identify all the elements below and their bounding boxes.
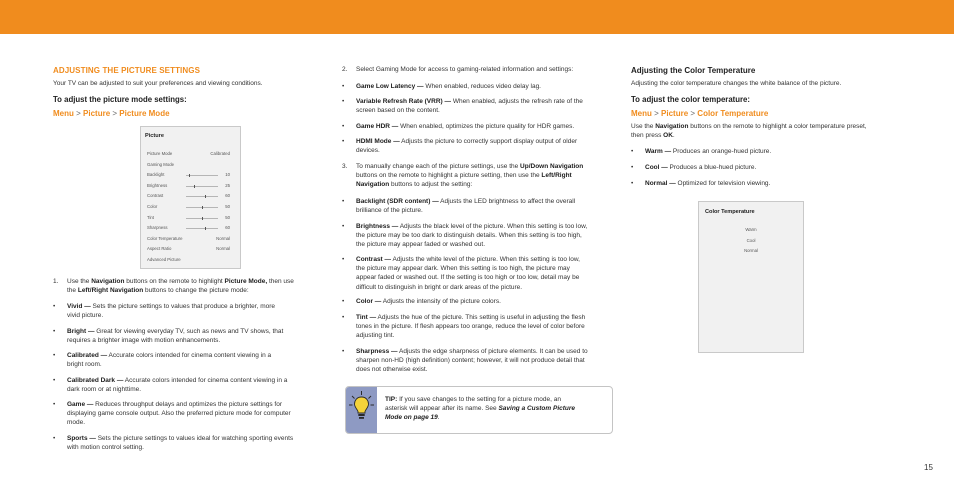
bullet-dot: •: [53, 377, 56, 384]
slider-knob: [205, 195, 206, 198]
bullet-text: Sets the picture settings to values ideal for watching sporting events: [95, 435, 294, 442]
bullet-dot: •: [631, 164, 634, 171]
bullet-term: Color —: [356, 298, 382, 305]
bullet-text: with motion control setting.: [67, 444, 144, 452]
bullet-text: the picture may appear dark. When this setting is too high, the picture may: [356, 265, 570, 273]
bullet-term: Contrast —: [356, 256, 392, 263]
menu-row-slider: [186, 186, 218, 187]
menu-row-value: 60: [225, 193, 230, 198]
bullet-term: Variable Refresh Rate (VRR) —: [356, 98, 452, 105]
menu-row-label: Sharpness: [147, 225, 168, 230]
bullet-dot: •: [631, 148, 634, 155]
bullet-text: does not otherwise exist.: [356, 366, 428, 374]
bullet-term: Backlight (SDR content) —: [356, 198, 439, 205]
bullet-text: sharpen non-HD (high definition) content; however, it will not produce detail that: [356, 357, 585, 365]
bullet-item: [631, 179, 771, 188]
bullet-term: Calibrated —: [67, 352, 108, 359]
menu-row-label: Backlight: [147, 172, 165, 177]
menu-title: Color Temperature: [705, 209, 755, 215]
bullet-item: [342, 313, 586, 341]
bullet-item: [342, 82, 541, 91]
picture-menu-illustration: [140, 126, 241, 269]
bullet-term: Game Low Latency —: [356, 83, 424, 90]
path-picture: Picture: [661, 109, 689, 118]
bullet-item: [53, 376, 288, 394]
menu-path-color-temp: [631, 109, 768, 118]
step-3: 3. To manually change each of the picture settings, use the Up/Down Navigation buttons on the remote to highlight a picture setting, then use the Left/Right Navigation buttons to adjust the setting:: [342, 163, 584, 189]
menu-row-slider: [186, 228, 218, 229]
menu-row-value: Normal: [216, 236, 230, 241]
path-picture-mode: Picture Mode: [119, 109, 170, 118]
bullet-term: Brightness —: [356, 223, 399, 230]
bullet-text: When enabled, optimizes the picture quality for HDR games.: [398, 123, 575, 130]
bullet-text: Optimized for television viewing.: [675, 180, 771, 187]
bullet-text: the picture may be too dark to distinguish details. When this setting is too high,: [356, 232, 582, 240]
color-temperature-menu-illustration: [698, 201, 804, 353]
step-2: 2. Select Gaming Mode for access to gaming-related information and settings:: [342, 66, 574, 73]
path-menu: Menu: [53, 109, 74, 118]
bullet-text: Adjusts the white level of the picture. When this setting is too low,: [391, 256, 580, 263]
menu-row-value: 50: [225, 215, 230, 220]
bullet-dot: •: [53, 303, 56, 310]
menu-row-slider: [186, 196, 218, 197]
bullet-item: [342, 197, 576, 215]
subheading-picture-mode: To adjust the picture mode settings:: [53, 95, 187, 104]
subheading-color-temperature: To adjust the color temperature:: [631, 95, 750, 104]
bullet-item: [53, 327, 284, 345]
bullet-dot: •: [342, 198, 345, 205]
menu-row-slider: [186, 175, 218, 176]
option-cool: Cool: [746, 238, 756, 243]
tip-text: TIP: If you save changes to the setting for a picture mode, an asterisk will appear after its name. See Saving a Custom Picture Mode on page 19.: [385, 396, 576, 422]
bullet-item: [342, 222, 588, 250]
right-intro: Adjusting the color temperature changes the white balance of the picture.: [631, 80, 842, 87]
bullet-term: Game HDR —: [356, 123, 399, 130]
bullet-term: Cool —: [645, 164, 668, 171]
slider-knob: [202, 206, 203, 209]
header-bar: [0, 0, 954, 34]
menu-row-value: 60: [225, 225, 230, 230]
bullet-text: requires a brighter image with motion enhancements.: [67, 337, 221, 345]
bullet-dot: •: [342, 83, 345, 90]
bullet-text: dark room or at nighttime.: [67, 386, 142, 394]
bullet-text: Reduces throughput delays and optimizes the picture settings for: [93, 401, 282, 408]
bullet-dot: •: [53, 352, 56, 359]
bullet-term: Calibrated Dark —: [67, 377, 124, 384]
bullet-text: mode.: [67, 419, 86, 427]
slider-knob: [194, 185, 195, 188]
step-1: 1. Use the Navigation buttons on the remote to highlight Picture Mode, then use the Left/Right Navigation buttons to change the picture mode:: [53, 278, 294, 295]
bullet-text: bright room.: [67, 361, 102, 369]
menu-row-label: Gaming Mode: [147, 162, 174, 167]
section-title: ADJUSTING THE PICTURE SETTINGS: [53, 66, 201, 75]
menu-row-label: Tint: [147, 215, 155, 220]
bullet-dot: •: [342, 348, 345, 355]
bullet-term: Warm —: [645, 148, 672, 155]
bullet-dot: •: [342, 123, 345, 130]
bullet-item: [631, 163, 757, 172]
bullet-text: When enabled, reduces video delay lag.: [423, 83, 541, 90]
bullet-text: displaying game console output. Also the preferred picture mode for computer: [67, 410, 291, 418]
path-separator: >: [76, 109, 81, 118]
bullet-term: Sharpness —: [356, 348, 398, 355]
menu-row-value: 10: [225, 172, 230, 177]
menu-row-label: Advanced Picture: [147, 257, 181, 262]
menu-row-value: 25: [225, 183, 230, 188]
bullet-text: Sets the picture settings to values that produce a brighter, more: [90, 303, 276, 310]
menu-row-label: Contrast: [147, 193, 164, 198]
bullet-text: adjusting tint.: [356, 332, 395, 340]
bullet-dot: •: [53, 401, 56, 408]
bullet-text: vivid picture.: [67, 312, 104, 320]
path-separator: >: [112, 109, 118, 118]
right-title: Adjusting the Color Temperature: [631, 66, 756, 75]
bullet-item: [53, 351, 272, 369]
bullet-dot: •: [342, 138, 345, 145]
bullet-text: devices.: [356, 147, 380, 155]
bullet-term: Tint —: [356, 314, 377, 321]
lightbulb-icon: [346, 387, 377, 434]
slider-knob: [202, 217, 203, 220]
menu-row-label: Color: [147, 204, 158, 209]
bullet-text: Adjusts the intensity of the picture colors.: [381, 298, 501, 305]
menu-row-label: Aspect Ratio: [147, 246, 172, 251]
bullet-text: difficult to distinguish in bright or dark areas of the picture.: [356, 283, 523, 291]
bullet-text: Adjusts the picture to correctly support display output of older: [399, 138, 578, 145]
menu-row-value: Normal: [216, 246, 230, 251]
menu-title: Picture: [145, 133, 164, 139]
option-warm: Warm: [745, 227, 757, 232]
bullet-item: [342, 97, 583, 115]
bullet-term: Vivid —: [67, 303, 91, 310]
bullet-text: Accurate colors intended for cinema content viewing in a: [123, 377, 288, 384]
bullet-text: brilliance of the picture.: [356, 207, 423, 215]
bullet-item: [342, 297, 501, 306]
menu-row-label: Picture Mode: [147, 151, 173, 156]
page-number: 15: [924, 463, 933, 472]
step-number: 1.: [53, 278, 59, 285]
path-color-temperature: Color Temperature: [697, 109, 769, 118]
step-number: 2.: [342, 66, 348, 73]
option-normal: Normal: [744, 248, 758, 253]
bullet-dot: •: [342, 256, 345, 263]
bullet-item: [53, 400, 291, 428]
path-menu: Menu: [631, 109, 652, 118]
bullet-text: Great for viewing everyday TV, such as news and TV shows, that: [94, 328, 284, 335]
bullet-text: When enabled, adjusts the refresh rate of the: [451, 98, 583, 105]
slider-knob: [205, 227, 206, 230]
bullet-dot: •: [342, 298, 345, 305]
intro-text: Your TV can be adjusted to suit your preferences and viewing conditions.: [53, 80, 263, 87]
menu-row-value: Calibrated: [210, 151, 230, 156]
bullet-text: the picture may appear faded or washed out.: [356, 241, 485, 249]
bullet-text: Adjusts the black level of the picture. When this setting is too low,: [398, 223, 588, 230]
bullet-term: HDMI Mode —: [356, 138, 400, 145]
bullet-term: Bright —: [67, 328, 95, 335]
bullet-text: Adjusts the LED brightness to affect the overall: [438, 198, 576, 205]
menu-row-label: Brightness: [147, 183, 168, 188]
bullet-term: Game —: [67, 401, 94, 408]
bullet-item: [342, 255, 580, 292]
bullet-text: Produces a blue-hued picture.: [667, 164, 757, 171]
bullet-term: Normal —: [645, 180, 676, 187]
path-separator: >: [690, 109, 696, 118]
bullet-text: tones in the picture. If flesh appears too orange, reduce the level of color before: [356, 323, 585, 331]
bullet-item: [53, 434, 294, 452]
bullet-item: [631, 147, 772, 156]
bullet-dot: •: [342, 314, 345, 321]
tip-box: [345, 386, 613, 434]
bullet-text: Produces an orange-hued picture.: [671, 148, 772, 155]
menu-path: [53, 109, 170, 118]
bullet-item: [342, 347, 588, 375]
bullet-dot: •: [342, 98, 345, 105]
bullet-dot: •: [342, 223, 345, 230]
bullet-text: screen based on the content.: [356, 107, 440, 115]
bullet-text: Adjusts the edge sharpness of picture elements. It can be used to: [397, 348, 588, 355]
bullet-dot: •: [53, 328, 56, 335]
menu-row-value: 50: [225, 204, 230, 209]
bullet-item: [342, 122, 575, 131]
bullet-term: Sports —: [67, 435, 96, 442]
step-number: 3.: [342, 163, 348, 170]
bullet-item: [342, 137, 578, 155]
tip-sidebar: [346, 387, 377, 433]
bullet-text: Adjusts the hue of the picture. This setting is useful in adjusting the flesh: [376, 314, 586, 321]
bullet-text: appear faded or washed out. If the setting is too high or too low, detail may be: [356, 274, 580, 282]
bullet-dot: •: [53, 435, 56, 442]
bullet-dot: •: [631, 180, 634, 187]
bullet-item: [53, 302, 276, 320]
path-separator: >: [654, 109, 659, 118]
menu-row-label: Color Temperature: [147, 236, 183, 241]
slider-knob: [189, 174, 190, 177]
bullet-text: Accurate colors intended for cinema content viewing in a: [107, 352, 272, 359]
right-instructions: Use the Navigation buttons on the remote to highlight a color temperature preset, then press OK.: [631, 123, 867, 140]
path-picture: Picture: [83, 109, 111, 118]
